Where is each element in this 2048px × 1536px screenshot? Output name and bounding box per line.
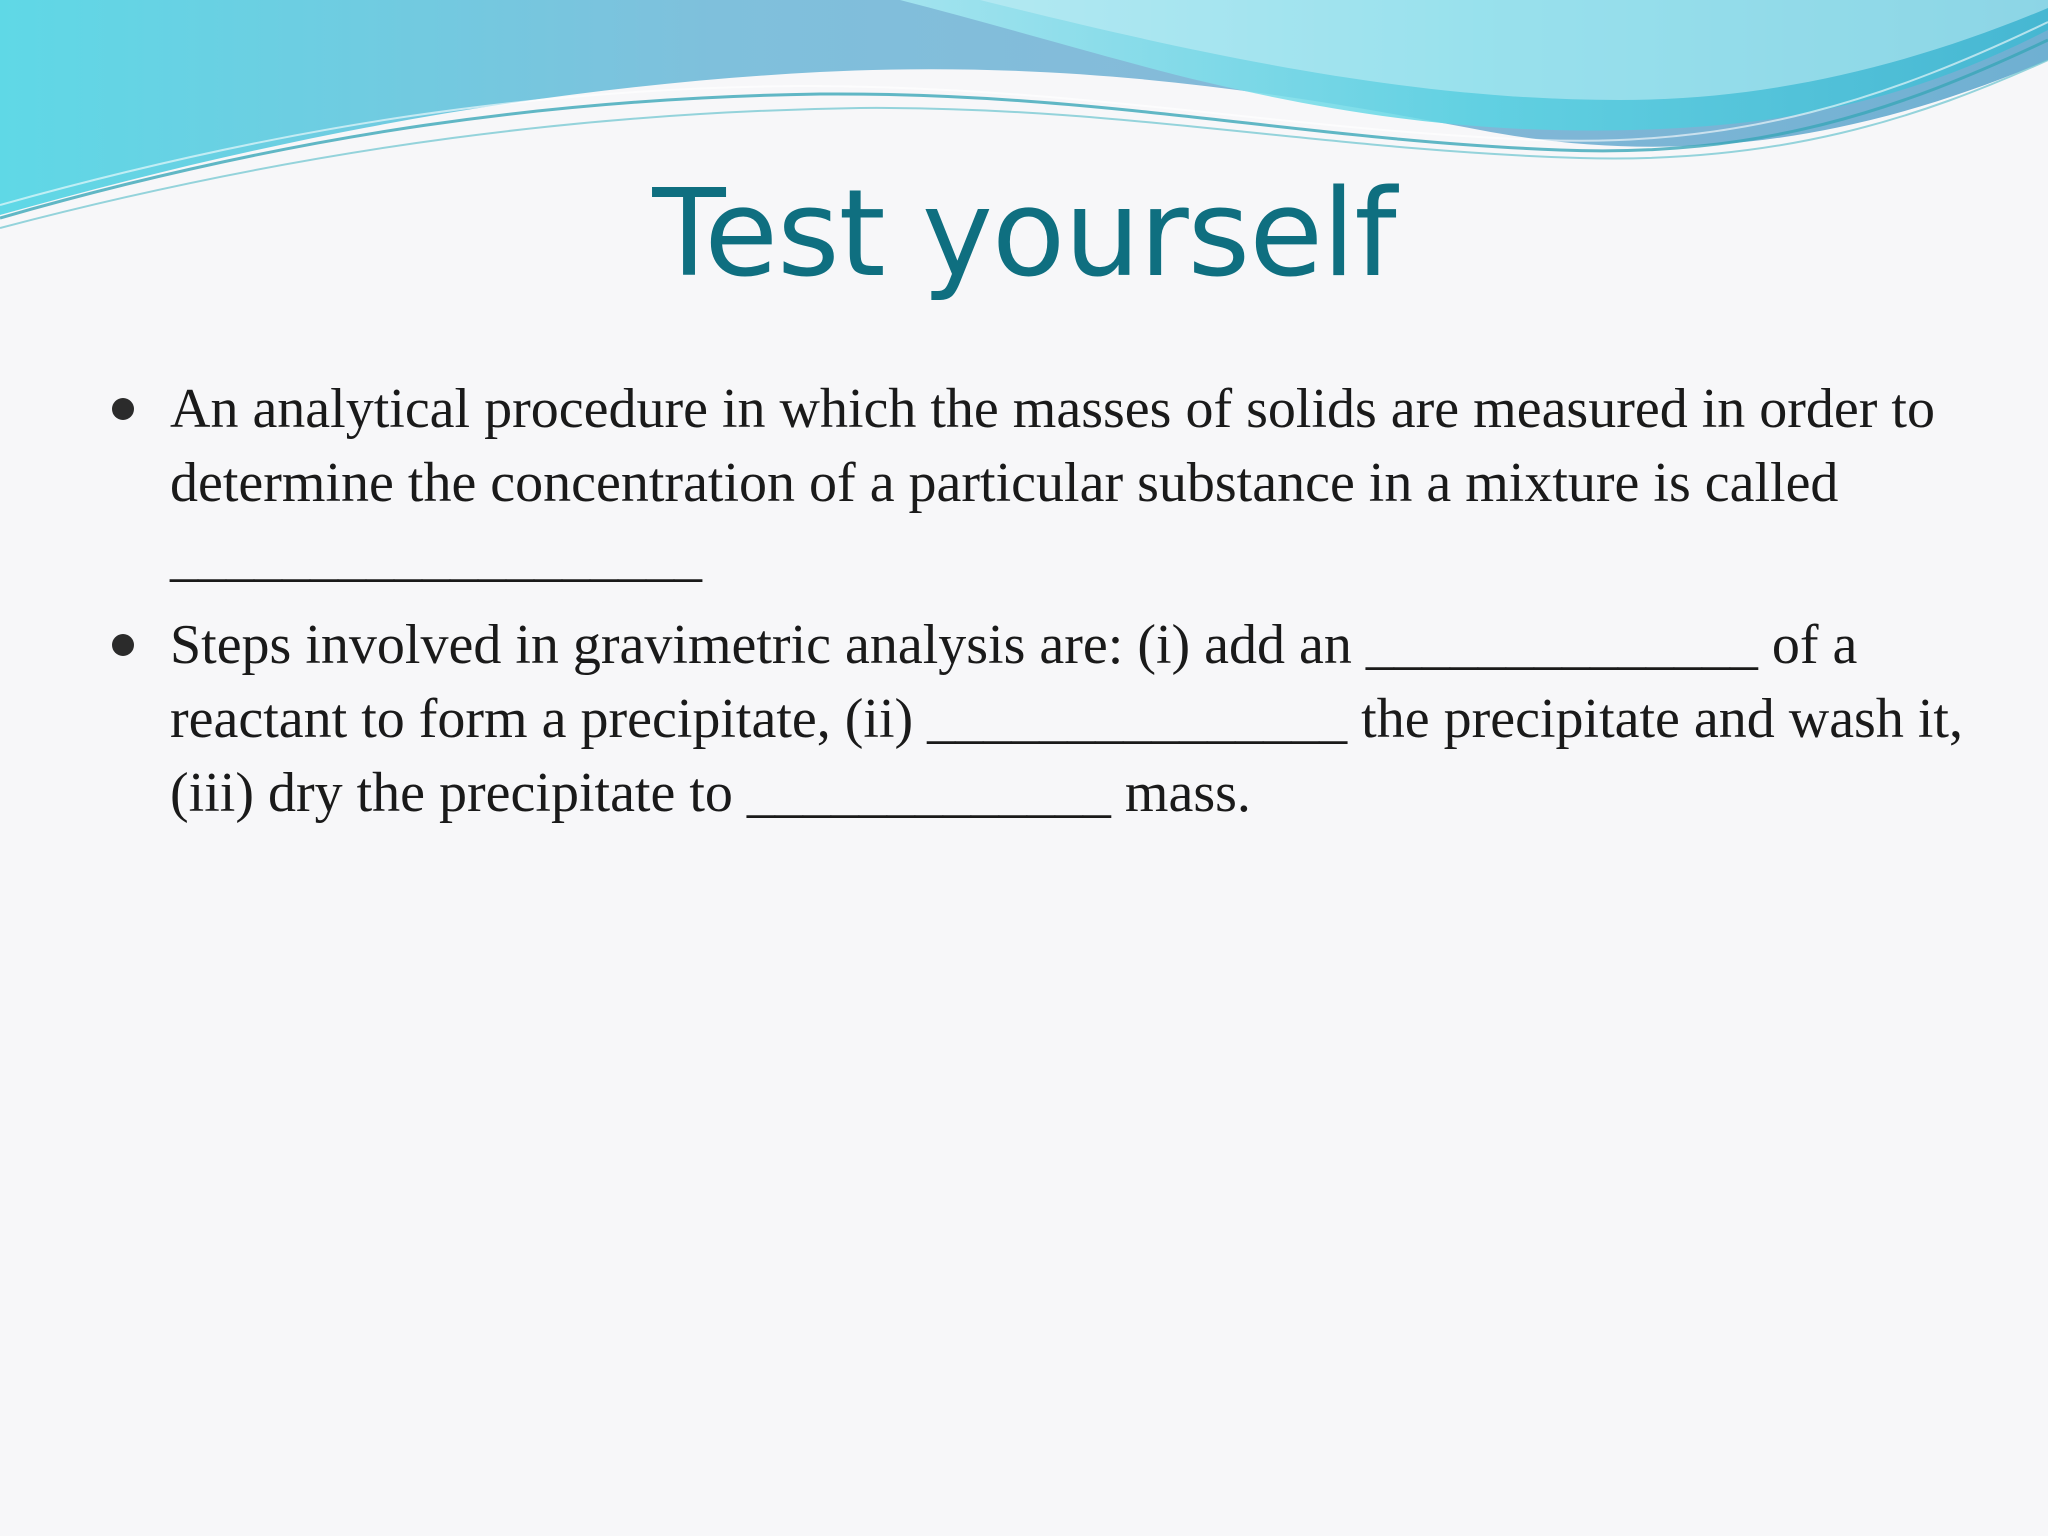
- bullet-dot-icon: [112, 398, 134, 420]
- bullet-item-1: [106, 372, 1986, 594]
- bullet-text-2: Steps involved in gravimetric analysis are: (i) add an ______________ of a reactant to form a precipitate, (ii) _______________ the precipitate and wash it, (iii) dry the precipitate to _____________ mass.: [170, 614, 1963, 824]
- bullet-text-1: An analytical procedure in which the masses of solids are measured in order to determine the concentration of a particular substance in a mixture is called ___________________: [170, 378, 1935, 588]
- bullet-dot-icon: [112, 634, 134, 656]
- bullet-list: [106, 372, 1986, 830]
- slide-title: Test yourself: [652, 165, 1396, 304]
- bullet-item-2: [106, 608, 1986, 830]
